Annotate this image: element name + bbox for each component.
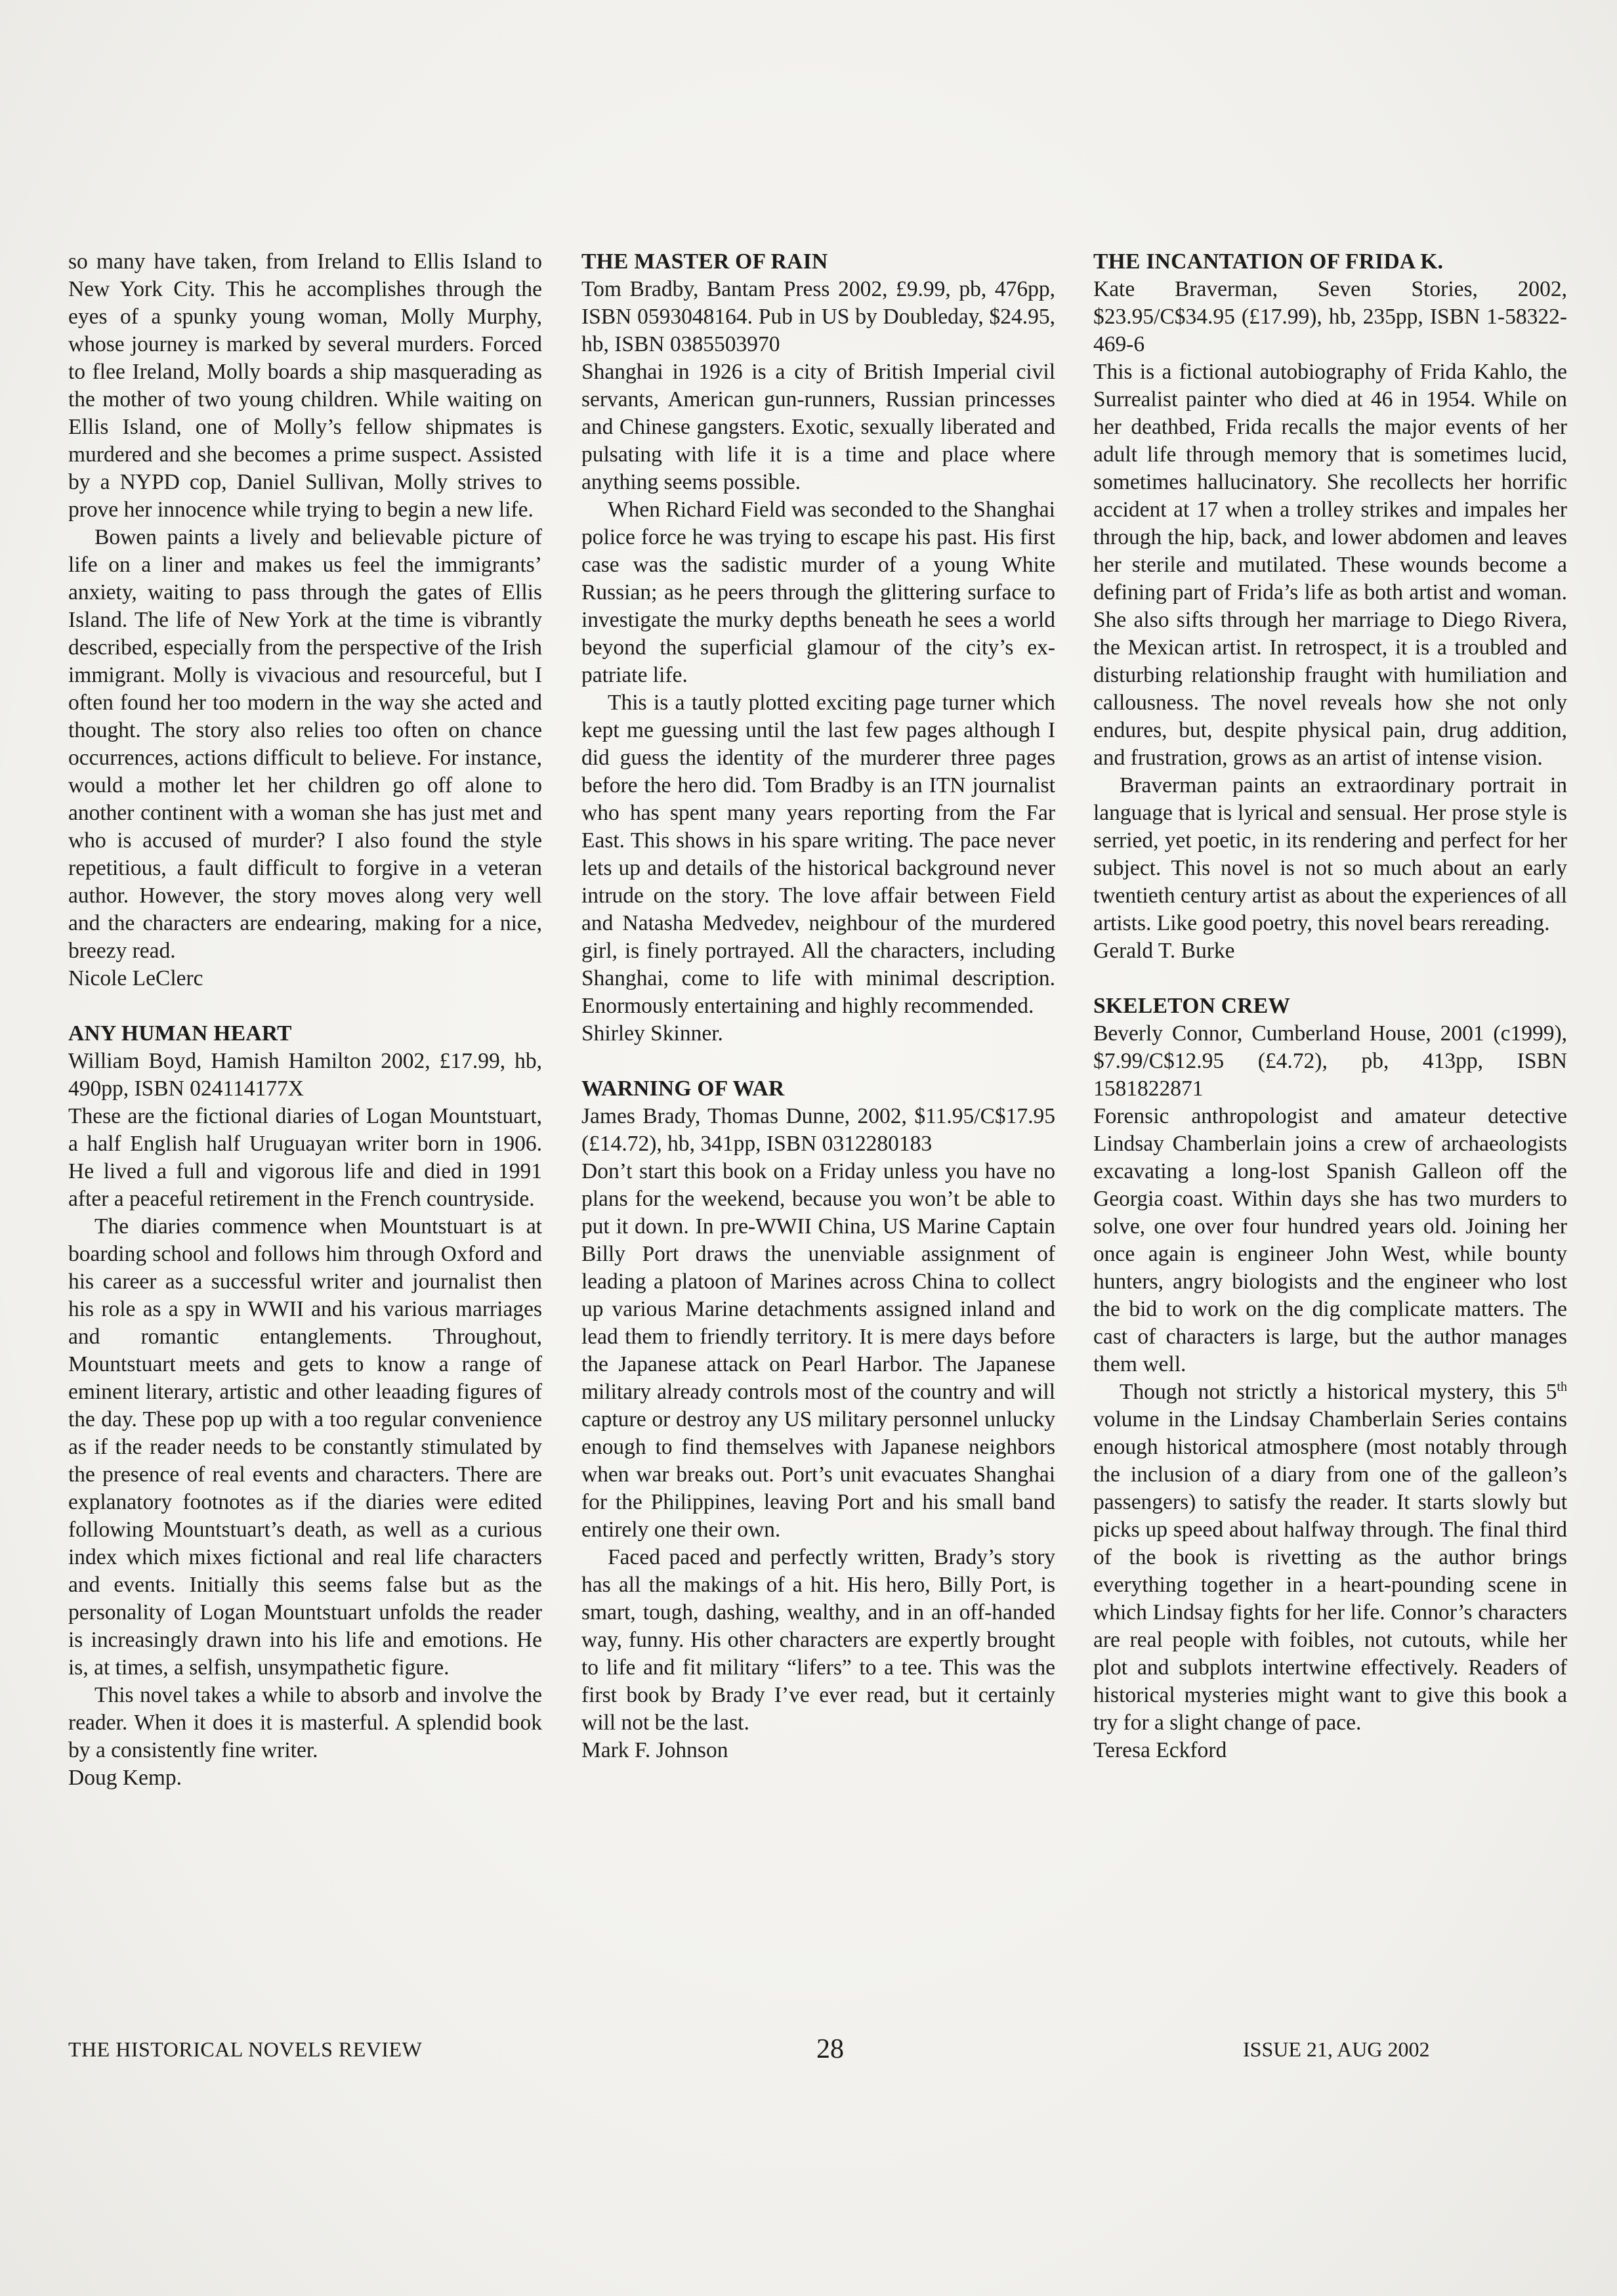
column-3 [1093,248,1567,1764]
review-paragraph: Bowen paints a lively and believable picture of life on a liner and makes us feel the immigrants’ anxiety, waiting to pass through the gates of Ellis Island. The life of New York at the time is vibrantly described, especially from the perspective of the Irish immigrant. Molly is vivacious and resourceful, but I often found her too modern in the way she acted and thought. The story also relies too often on chance occurrences, actions difficult to believe. For instance, would a mother let her children go off alone to another continent with a woman she has just met and who is accused of murder? I also found the style repetitious, a fault difficult to forgive in a veteran author. However, the story moves along very well and the characters are endearing, making for a nice, breezy read. [68,525,542,963]
review-paragraph: Faced paced and perfectly written, Brady’s story has all the makings of a hit. His hero, Billy Port, is smart, tough, dashing, wealthy, and in an off-handed way, funny. His other characters are expertly brought to life and fit military “lifers” to a tee. This was the first book by Brady I’ve ever read, but it certainly will not be the last. [581,1545,1055,1735]
review-paragraph: This is a fictional autobiography of Frida Kahlo, the Surrealist painter who died at 46 in 1954. While on her deathbed, Frida recalls the major events of her adult life through memory that is sometimes lucid, sometimes hallucinatory. She recollects her horrific accident at 17 when a trolley strikes and impales her through the hip, back, and lower abdomen and leaves her sterile and mutilated. These wounds become a defining part of Frida’s life as both artist and woman. She also sifts through her marriage to Diego Rivera, the Mexican artist. In retrospect, it is a troubled and disturbing relationship fraught with humiliation and callousness. The novel reveals how she not only endures, but, despite physical pain, drug addition, and frustration, grows as an artist of intense vision. [1093,360,1567,770]
column-1 [68,248,542,1792]
reviewer-name: Shirley Skinner. [581,1021,723,1046]
review-title: ANY HUMAN HEART [68,1021,292,1046]
column-2 [581,248,1055,1764]
review-publication-details: Tom Bradby, Bantam Press 2002, £9.99, pb, 476pp, ISBN 0593048164. Pub in US by Doubleday, $24.95, hb, ISBN 0385503970 [581,277,1055,356]
reviewer-name: Mark F. Johnson [581,1738,728,1762]
review-paragraph: Braverman paints an extraordinary portrait in language that is lyrical and sensual. Her prose style is serried, yet poetic, in its rendering and perfect for her subject. This novel is not so much about an early twentieth century artist as about the experiences of all artists. Like good poetry, this novel bears rereading. [1093,773,1567,935]
review-paragraph: Forensic anthropologist and amateur detective Lindsay Chamberlain joins a crew of archaeologists excavating a long-lost Spanish Galleon off the Georgia coast. Within days she has two murders to solve, one over four hundred years old. Joining her once again is engineer John West, while bounty hunters, angry biologists and the engineer who lost the bid to work on the dig complicate matters. The cast of characters is large, but the author manages them well. [1093,1104,1567,1376]
review-title: THE INCANTATION OF FRIDA K. [1093,249,1444,274]
publication-name: THE HISTORICAL NOVELS REVIEW [68,2037,423,2061]
review-title: THE MASTER OF RAIN [581,249,828,274]
review-publication-details: William Boyd, Hamish Hamilton 2002, £17.99, hb, 490pp, ISBN 024114177X [68,1049,542,1101]
ordinal-suffix: th [1557,1379,1567,1394]
para-text-start: Though not strictly a historical mystery, this 5 [1120,1380,1557,1404]
review-paragraph: The diaries commence when Mountstuart is at boarding school and follows him through Oxford and his career as a successful writer and journalist then his role as a spy in WWII and his various marriages and romantic entanglements. Throughout, Mountstuart meets and gets to know a range of eminent literary, artistic and other leaading figures of the day. These pop up with a too regular convenience as if the reader needs to be constantly stimulated by the presence of real events and characters. There are explanatory footnotes as if the diaries were edited following Mountstuart’s death, as well as a curious index which mixes fictional and real life characters and events. Initially this seems false but as the personality of Logan Mountstuart unfolds the reader is increasingly drawn into his life and emotions. He is, at times, a selfish, unsympathetic figure. [68,1214,542,1680]
reviewer-name: Nicole LeClerc [68,966,203,990]
page-footer [68,2033,1460,2066]
review-continuation-text: so many have taken, from Ireland to Ellis Island to New York City. This he accomplishes through the eyes of a spunky young woman, Molly Murphy, whose journey is marked by several murders. Forced to flee Ireland, Molly boards a ship masquerading as the mother of two young children. While waiting on Ellis Island, one of Molly’s fellow shipmates is murdered and she becomes a prime suspect. Assisted by a NYPD cop, Daniel Sullivan, Molly strives to prove her innocence while trying to begin a new life. [68,249,542,522]
review-paragraph: Don’t start this book on a Friday unless you have no plans for the weekend, because you won’t be able to put it down. In pre-WWII China, US Marine Captain Billy Port draws the unenviable assignment of leading a platoon of Marines across China to collect up various Marine detachments assigned inland and lead them to friendly territory. It is mere days before the Japanese attack on Pearl Harbor. The Japanese military already controls most of the country and will capture or destroy any US military personnel unlucky enough to find themselves with Japanese neighbors when war breaks out. Port’s unit evacuates Shanghai for the Philippines, leaving Port and his small band entirely one their own. [581,1159,1055,1542]
review-paragraph: This is a tautly plotted exciting page turner which kept me guessing until the last few pages although I did guess the identity of the murderer three pages before the hero did. Tom Bradby is an ITN journalist who has spent many years reporting from the Far East. This shows in his spare writing. The pace never lets up and details of the historical background never intrude on the story. The love affair between Field and Natasha Medvedev, neighbour of the murdered girl, is finely portrayed. All the characters, including Shanghai, come to life with minimal description. Enormously entertaining and highly recommended. [581,691,1055,1018]
review-paragraph: Shanghai in 1926 is a city of British Imperial civil servants, American gun-runners, Russian princesses and Chinese gangsters. Exotic, sexually liberated and pulsating with life it is a time and place where anything seems possible. [581,360,1055,494]
page-number: 28 [816,2034,844,2064]
review-publication-details: James Brady, Thomas Dunne, 2002, $11.95/C$17.95 (£14.72), hb, 341pp, ISBN 0312280183 [581,1104,1055,1156]
issue-info: ISSUE 21, AUG 2002 [1243,2037,1430,2061]
review-paragraph: When Richard Field was seconded to the Shanghai police force he was trying to escape his past. His first case was the sadistic murder of a young White Russian; as he peers through the glittering surface to investigate the murky depths beneath he sees a world beyond the superficial glamour of the city’s ex-patriate life. [581,498,1055,687]
review-publication-details: Kate Braverman, Seven Stories, 2002, $23.95/C$34.95 (£17.99), hb, 235pp, ISBN 1-58322-469-6 [1093,277,1567,356]
review-title: WARNING OF WAR [581,1076,785,1101]
para-text-rest: volume in the Lindsay Chamberlain Series contains enough historical atmosphere (most notably through the inclusion of a diary from one of the galleon’s passengers) to satisfy the reader. It starts slowly but picks up speed about halfway through. The final third of the book is rivetting as the author brings everything together in a heart-pounding scene in which Lindsay fights for her life. Connor’s characters are real people with foibles, not cutouts, while her plot and subplots intertwine effectively. Readers of historical mysteries might want to give this book a try for a slight change of pace. [1093,1407,1567,1735]
review-publication-details: Beverly Connor, Cumberland House, 2001 (c1999), $7.99/C$12.95 (£4.72), pb, 413pp, ISBN 1581822871 [1093,1021,1567,1101]
review-title: SKELETON CREW [1093,994,1291,1018]
review-paragraph: This novel takes a while to absorb and involve the reader. When it does it is masterful. A splendid book by a consistently fine writer. [68,1683,542,1762]
reviewer-name: Teresa Eckford [1093,1738,1227,1762]
review-paragraph: These are the fictional diaries of Logan Mountstuart, a half English half Uruguayan writer born in 1906. He lived a full and vigorous life and died in 1991 after a peaceful retirement in the French countryside. [68,1104,542,1211]
review-paragraph [1093,1378,1567,1737]
reviewer-name: Gerald T. Burke [1093,939,1235,963]
reviewer-name: Doug Kemp. [68,1766,182,1790]
